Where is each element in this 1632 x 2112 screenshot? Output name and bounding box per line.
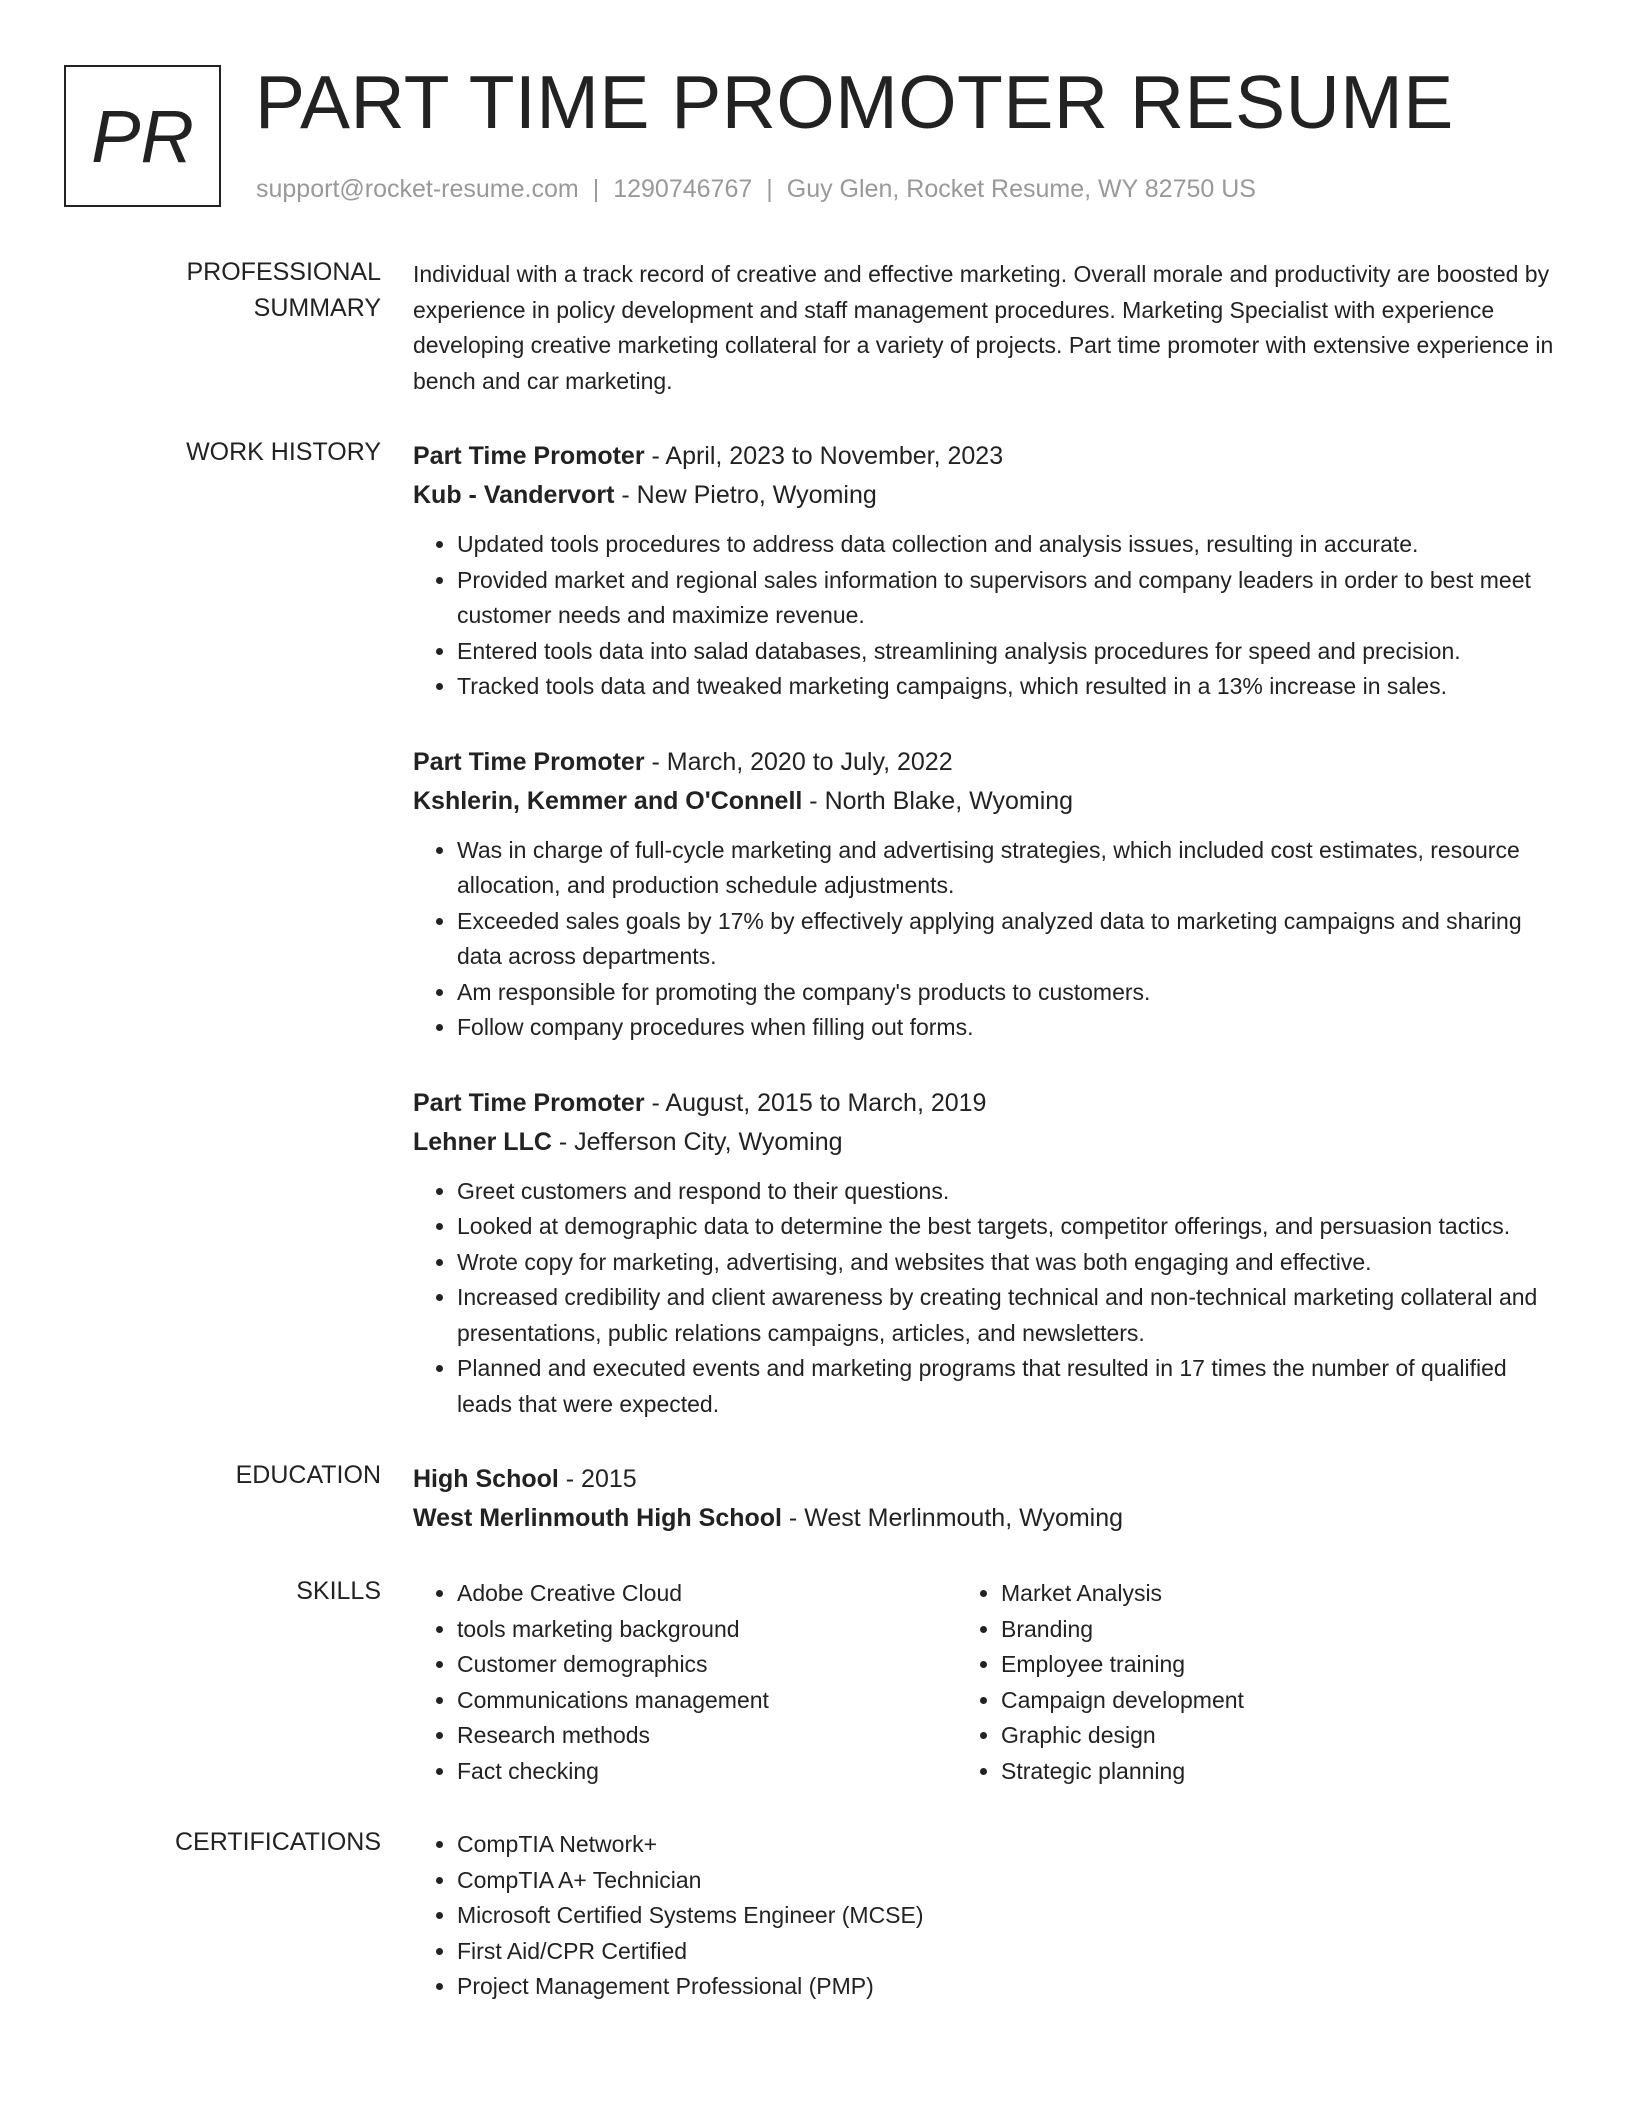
certifications-section bbox=[64, 1827, 1564, 2005]
section-title-work: WORK HISTORY bbox=[186, 438, 381, 466]
contact-line bbox=[256, 175, 1256, 204]
job-bullets bbox=[413, 527, 1564, 705]
contact-separator: | bbox=[766, 175, 773, 203]
job-company-line bbox=[413, 782, 1564, 821]
section-title-summary: PROFESSIONAL SUMMARY bbox=[186, 258, 381, 322]
section-title-education: EDUCATION bbox=[235, 1461, 381, 1489]
certifications-body bbox=[413, 1827, 1564, 2005]
job-bullet: • Exceeded sales goals by 17% by effectively applying analyzed data to marketing campaigns and sharing data across departments. bbox=[457, 904, 1564, 975]
education-section bbox=[64, 1460, 1564, 1538]
job-bullet: • Was in charge of full-cycle marketing and advertising strategies, which included cost estimates, resource allocation, and production schedule adjustments. bbox=[457, 833, 1564, 904]
job-bullets bbox=[413, 833, 1564, 1046]
skill-item: • Graphic design bbox=[1001, 1718, 1244, 1754]
skill-item: • Employee training bbox=[1001, 1647, 1244, 1683]
job-role: Part Time Promoter bbox=[413, 442, 645, 470]
skill-item: • tools marketing background bbox=[457, 1612, 957, 1648]
job-company-line bbox=[413, 1123, 1564, 1162]
job-bullet: • Greet customers and respond to their questions. bbox=[457, 1174, 1564, 1210]
contact-phone: 1290746767 bbox=[613, 175, 753, 203]
job-dates: - April, 2023 to November, 2023 bbox=[644, 442, 1004, 470]
job-company-line bbox=[413, 476, 1564, 515]
summary-section bbox=[64, 257, 1564, 399]
monogram-badge: PR bbox=[64, 65, 221, 207]
job-entry bbox=[413, 437, 1564, 705]
job-bullet: • Looked at demographic data to determine the best targets, competitor offerings, and persuasion tactics. bbox=[457, 1209, 1564, 1245]
job-dates: - August, 2015 to March, 2019 bbox=[644, 1088, 987, 1117]
summary-text: Individual with a track record of creative and effective marketing. Overall morale and productivity are boosted by experience in policy development and staff management procedures. Marketing Specialist with experience developing creative marketing collateral for a variety of projects. Part time promoter with extensive experience in bench and car marketing. bbox=[413, 261, 1554, 394]
certification-item: • First Aid/CPR Certified bbox=[457, 1934, 1564, 1970]
skills-list-right bbox=[957, 1576, 1244, 1789]
skill-item: • Fact checking bbox=[457, 1754, 957, 1790]
certification-item: • Microsoft Certified Systems Engineer (MCSE) bbox=[457, 1898, 1564, 1934]
certification-item: • Project Management Professional (PMP) bbox=[457, 1969, 1564, 2005]
job-role-line bbox=[413, 437, 1564, 476]
skill-item: • Branding bbox=[1001, 1612, 1244, 1648]
job-bullet: • Am responsible for promoting the company's products to customers. bbox=[457, 975, 1564, 1011]
job-company: Kub - Vandervort bbox=[413, 481, 615, 509]
skills-columns bbox=[413, 1576, 1564, 1789]
job-dates: - March, 2020 to July, 2022 bbox=[644, 747, 953, 776]
contact-email: support@rocket-resume.com bbox=[256, 175, 579, 203]
section-title-certifications: CERTIFICATIONS bbox=[174, 1828, 381, 1856]
skill-item: • Adobe Creative Cloud bbox=[457, 1576, 957, 1612]
jobs-list bbox=[413, 437, 1564, 1422]
skill-item: • Research methods bbox=[457, 1718, 957, 1754]
job-entry bbox=[413, 743, 1564, 1046]
job-bullet: • Increased credibility and client awareness by creating technical and non-technical marketing collateral and presentations, public relations campaigns, articles, and newsletters. bbox=[457, 1280, 1564, 1351]
education-school-line bbox=[413, 1499, 1564, 1538]
skill-item: • Customer demographics bbox=[457, 1647, 957, 1683]
skills-section bbox=[64, 1576, 1564, 1789]
certification-item: • CompTIA Network+ bbox=[457, 1827, 1564, 1863]
skill-item: • Strategic planning bbox=[1001, 1754, 1244, 1790]
job-role-line bbox=[413, 1084, 1564, 1123]
job-bullet: • Follow company procedures when filling out forms. bbox=[457, 1010, 1564, 1046]
contact-separator: | bbox=[592, 175, 600, 203]
skill-item: • Market Analysis bbox=[1001, 1576, 1244, 1612]
education-school: West Merlinmouth High School bbox=[413, 1504, 782, 1532]
job-role-line bbox=[413, 743, 1564, 782]
job-location: - North Blake, Wyoming bbox=[802, 786, 1074, 815]
job-bullet: • Updated tools procedures to address data collection and analysis issues, resulting in accurate. bbox=[457, 527, 1564, 563]
education-degree: High School bbox=[413, 1465, 559, 1493]
job-bullet: • Provided market and regional sales information to supervisors and company leaders in order to best meet customer needs and maximize revenue. bbox=[457, 563, 1564, 634]
section-title-skills: SKILLS bbox=[296, 1577, 381, 1605]
education-degree-line bbox=[413, 1460, 1564, 1499]
job-company: Lehner LLC bbox=[413, 1127, 552, 1156]
contact-address: Guy Glen, Rocket Resume, WY 82750 US bbox=[786, 175, 1256, 203]
skill-item: • Communications management bbox=[457, 1683, 957, 1719]
resume-title: PART TIME PROMOTER RESUME bbox=[255, 60, 1454, 144]
job-bullet: • Entered tools data into salad databases, streamlining analysis procedures for speed and precision. bbox=[457, 634, 1564, 670]
work-history-section bbox=[64, 437, 1564, 1422]
job-role: Part Time Promoter bbox=[413, 747, 645, 776]
education-year: - 2015 bbox=[558, 1465, 637, 1493]
education-location: - West Merlinmouth, Wyoming bbox=[781, 1504, 1124, 1532]
job-company: Kshlerin, Kemmer and O'Connell bbox=[413, 786, 803, 815]
job-entry bbox=[413, 1084, 1564, 1423]
certifications-list bbox=[413, 1827, 1564, 2005]
job-bullet: • Planned and executed events and marketing programs that resulted in 17 times the number of qualified leads that were expected. bbox=[457, 1351, 1564, 1422]
job-location: - New Pietro, Wyoming bbox=[614, 481, 877, 509]
job-bullet: • Wrote copy for marketing, advertising, and websites that was both engaging and effective. bbox=[457, 1245, 1564, 1281]
job-role: Part Time Promoter bbox=[413, 1088, 645, 1117]
job-bullets bbox=[413, 1174, 1564, 1423]
certification-item: • CompTIA A+ Technician bbox=[457, 1863, 1564, 1899]
job-location: - Jefferson City, Wyoming bbox=[551, 1127, 843, 1156]
skills-list-left bbox=[413, 1576, 957, 1789]
job-bullet: • Tracked tools data and tweaked marketing campaigns, which resulted in a 13% increase in sales. bbox=[457, 669, 1564, 705]
skill-item: • Campaign development bbox=[1001, 1683, 1244, 1719]
resume-content bbox=[64, 257, 1564, 2043]
resume-header bbox=[64, 60, 1604, 215]
